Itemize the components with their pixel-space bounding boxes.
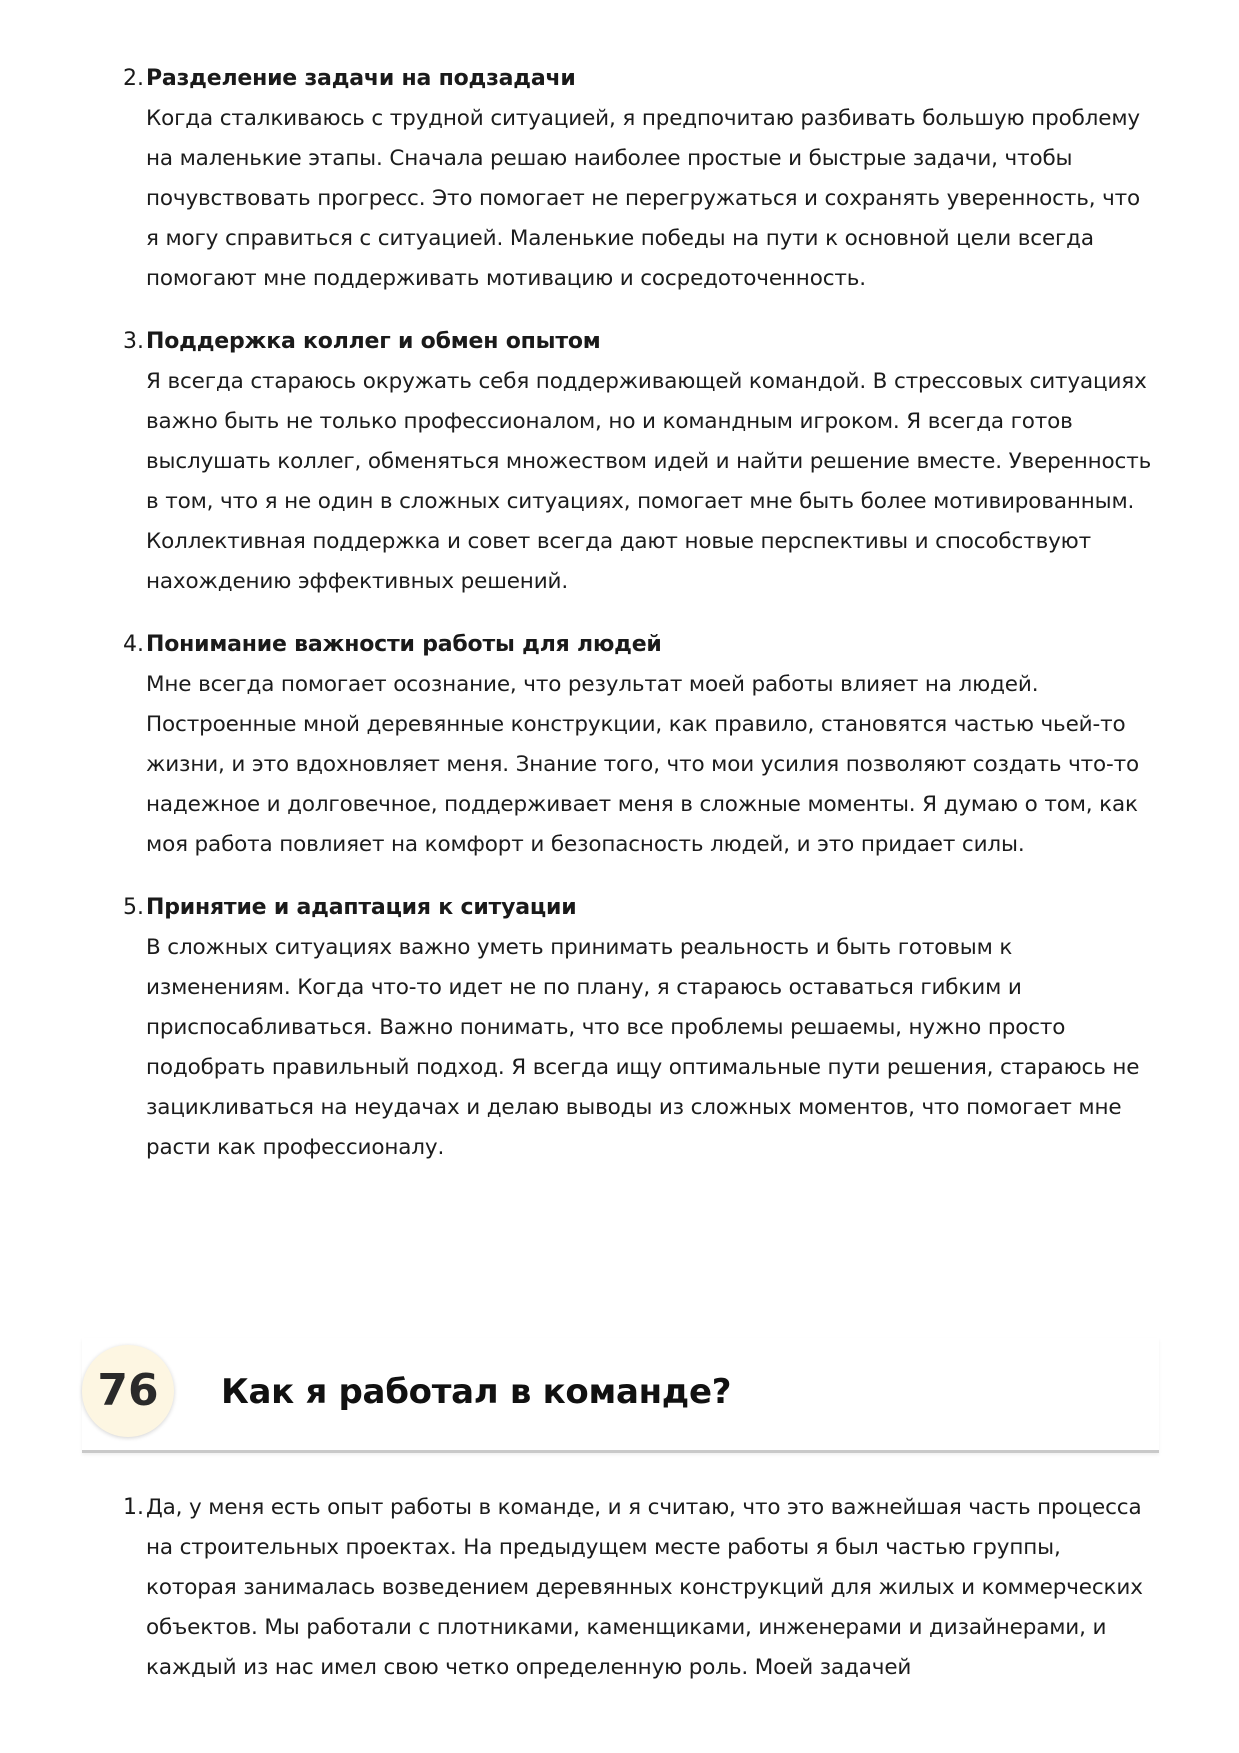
item-title: Разделение задачи на подзадачи [146,66,576,91]
list-item [123,625,1156,865]
item-body: Когда сталкиваюсь с трудной ситуацией, я предпочитаю разбивать большую проблему на маленькие этапы. Сначала решаю наиболее простые и быстрые задачи, чтобы почувствовать прогресс. Это помогает не перегружаться и сохранять уверенность, что я могу справиться с ситуацией. Маленькие победы на пути к основной цели всегда помогают мне поддерживать мотивацию и сосредоточенность. [146,106,1141,291]
answer-list-previous [123,59,1156,1191]
item-body: Да, у меня есть опыт работы в команде, и я считаю, что это важнейшая часть процесса на строительных проектах. На предыдущем месте работы я был частью группы, которая занималась возведением деревянных конструкций для жилых и коммерческих объектов. Мы работали с плотниками, каменщиками, инженерами и дизайнерами, и каждый из нас имел свою четко определенную роль. Моей задачей [146,1495,1143,1680]
list-item [123,322,1156,602]
answer-list-current [123,1488,1156,1688]
item-body: Я всегда стараюсь окружать себя поддерживающей командой. В стрессовых ситуациях важно быть не только профессионалом, но и командным игроком. Я всегда готов выслушать коллег, обменяться множеством идей и найти решение вместе. Уверенность в том, что я не один в сложных ситуациях, помогает мне быть более мотивированным. Коллективная поддержка и совет всегда дают новые перспективы и способствуют нахождению эффективных решений. [146,369,1152,594]
item-body: Мне всегда помогает осознание, что результат моей работы влияет на людей. Построенные мной деревянные конструкции, как правило, становятся частью чьей-то жизни, и это вдохновляет меня. Знание того, что мои усилия позволяют создать что-то надежное и долговечное, поддерживает меня в сложные моменты. Я думаю о том, как моя работа повлияет на комфорт и безопасность людей, и это придает силы. [146,672,1140,857]
item-title: Принятие и адаптация к ситуации [146,895,577,920]
item-number: 3. [123,329,144,354]
item-number: 2. [123,66,144,91]
list-item [123,59,1156,299]
section-number-badge: 76 [82,1345,174,1437]
item-title: Понимание важности работы для людей [146,632,662,657]
item-body: В сложных ситуациях важно уметь принимать реальность и быть готовым к изменениям. Когда что-то идет не по плану, я стараюсь оставаться гибким и приспосабливаться. Важно понимать, что все проблемы решаемы, нужно просто подобрать правильный подход. Я всегда ищу оптимальные пути решения, стараюсь не зацикливаться на неудачах и делаю выводы из сложных моментов, что помогает мне расти как профессионалу. [146,935,1140,1160]
item-number: 1. [123,1495,144,1520]
list-item [123,888,1156,1168]
item-number: 4. [123,632,144,657]
list-item [123,1488,1156,1688]
item-number: 5. [123,895,144,920]
item-title: Поддержка коллег и обмен опытом [146,329,601,354]
section-title: Как я работал в команде? [221,1372,732,1412]
section-header [82,1338,1159,1453]
